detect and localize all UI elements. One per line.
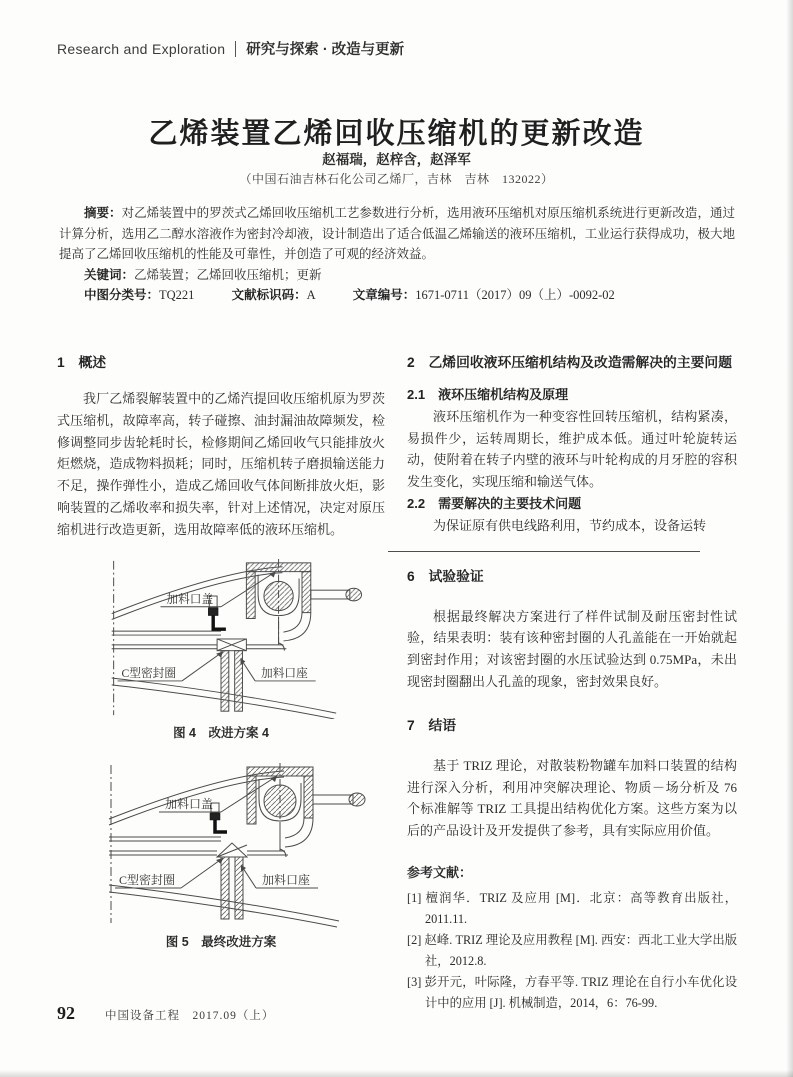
page-footer: [57, 1003, 274, 1024]
page-header: [57, 38, 404, 59]
header-section-en: Research and Exploration: [57, 40, 226, 57]
section-1-paragraph: 我厂乙烯裂解装置中的乙烯汽提回收压缩机原为罗茨式压缩机，故障率高，转子碰擦、油封漏油故障频发，检修调整同步齿轮耗时长，检修期间乙烯回收气只能排放火炬燃烧，造成物料损耗；同时，压缩机转子磨损输送能力不足，操作弹性小，造成乙烯回收气体间断排放火炬，影响装置的乙烯收率和损失率，针对上述情况，决定对原压缩机进行改造更新，选用故障率低的液环压缩机。: [57, 391, 385, 537]
document-code: 文献标识码：A: [231, 288, 316, 302]
reference-item: [1] 檀润华．TRIZ 及应用 [M]．北京：高等教育出版社，2011.11.: [407, 890, 737, 926]
section-2-1-heading: 2.1 液环压缩机结构及原理: [407, 387, 569, 402]
right-column: [407, 352, 737, 1014]
scan-edge-bottom: [0, 1070, 793, 1077]
clc-number: 中图分类号：TQ221: [84, 288, 195, 302]
header-divider: [235, 41, 236, 57]
figure5-label-cover: 加料口盖: [164, 797, 214, 812]
figure-4-caption: 图 4 改进方案 4: [173, 725, 269, 740]
figure4-label-seal: C型密封圈: [121, 666, 177, 680]
journal-info: 中国设备工程 2017.09（上）: [105, 1010, 275, 1022]
page-number: 92: [57, 1003, 75, 1023]
figure-4: [57, 557, 385, 745]
article-title: 乙烯装置乙烯回收压缩机的更新改造: [148, 118, 645, 151]
figure4-label-cover: 加料口盖: [166, 592, 214, 606]
section-2-1-paragraph: 液环压缩机作为一种变容性回转压缩机，结构紧凑，易损件少，运转周期长，维护成本低。通过叶轮旋转运动，使附着在转子内壁的液环与叶轮构成的月牙腔的容积发生变化，实现压缩和输送气体。: [407, 408, 737, 490]
keywords-label: 关键词：: [84, 267, 135, 282]
authors: 赵福瑞，赵梓含，赵泽军: [322, 152, 471, 167]
left-column: [57, 352, 385, 954]
section-2-heading: 2 乙烯回收液环压缩机结构及改造需解决的主要问题: [407, 355, 732, 370]
figure4-label-seat: 加料口座: [261, 666, 308, 680]
abstract-block: [59, 203, 735, 306]
figure-5: [57, 760, 385, 954]
reference-item: [2] 赵峰. TRIZ 理论及应用教程 [M]. 西安：西北工业大学出版社，2012.8.: [407, 932, 737, 968]
keywords-text: 乙烯装置；乙烯回收压缩机；更新: [134, 267, 322, 282]
meta-line: [59, 285, 735, 306]
abstract-text: 对乙烯装置中的罗茨式乙烯回收压缩机工艺参数进行分析，选用液环压缩机对原压缩机系统进行更新改造，通过计算分析，选用乙二醇水溶液作为密封冷却液，设计制造出了适合低温乙烯输送的液环压缩机，工业运行获得成功，极大地提高了乙烯回收压缩机的性能及可靠性，并创造了可观的经济效益。: [59, 206, 735, 261]
figure5-label-seal: C型密封圈: [118, 873, 176, 888]
section-6-heading: 6 试验验证: [407, 568, 484, 584]
section-7-heading: 7 结语: [407, 717, 457, 733]
section-1-heading: 1 概述: [57, 355, 107, 370]
article-separator-line: [388, 551, 700, 552]
section-6-paragraph: 根据最终解决方案进行了样件试制及耐压密封性试验，结果表明：装有该种密封圈的人孔盖能在一开始就起到密封作用；对该密封圈的水压试验达到 0.75MPa，未出现密封圈翻出人孔盖的现象，密封效果良好。: [407, 608, 737, 689]
header-section-zh: 研究与探索 · 改造与更新: [246, 42, 405, 58]
references-heading: 参考文献：: [407, 864, 473, 880]
affiliation: （中国石油吉林石化公司乙烯厂，吉林 吉林 132022）: [239, 172, 554, 186]
reference-item: [3] 彭开元，叶际隆，方春平等. TRIZ 理论在自行小车优化设计中的应用 [J]. 机械制造，2014，6：76-99.: [407, 974, 737, 1010]
figure-4-drawing: [71, 557, 371, 719]
section-7-paragraph: 基于 TRIZ 理论，对散装粉物罐车加料口装置的结构进行深入分析，利用冲突解决理论、物质－场分析及 76 个标准解等 TRIZ 工具提出结构优化方案。这些方案为以后的产品设计及开发提供了参考，具有实际应用价值。: [407, 757, 737, 839]
article-number: 文章编号：1671-0711（2017）09（上）-0092-02: [352, 288, 615, 302]
figure-5-drawing: [71, 760, 371, 928]
figure-5-caption: 图 5 最终改进方案: [165, 935, 277, 950]
figure5-label-seat: 加料口座: [261, 873, 311, 888]
keywords-line: [59, 265, 735, 286]
section-2-2-heading: 2.2 需要解决的主要技术问题: [407, 495, 582, 511]
abstract-paragraph: [59, 203, 735, 265]
abstract-label: 摘要：: [84, 206, 122, 220]
section-2-2-paragraph: 为保证原有供电线路利用，节约成本，设备运转: [433, 517, 707, 533]
